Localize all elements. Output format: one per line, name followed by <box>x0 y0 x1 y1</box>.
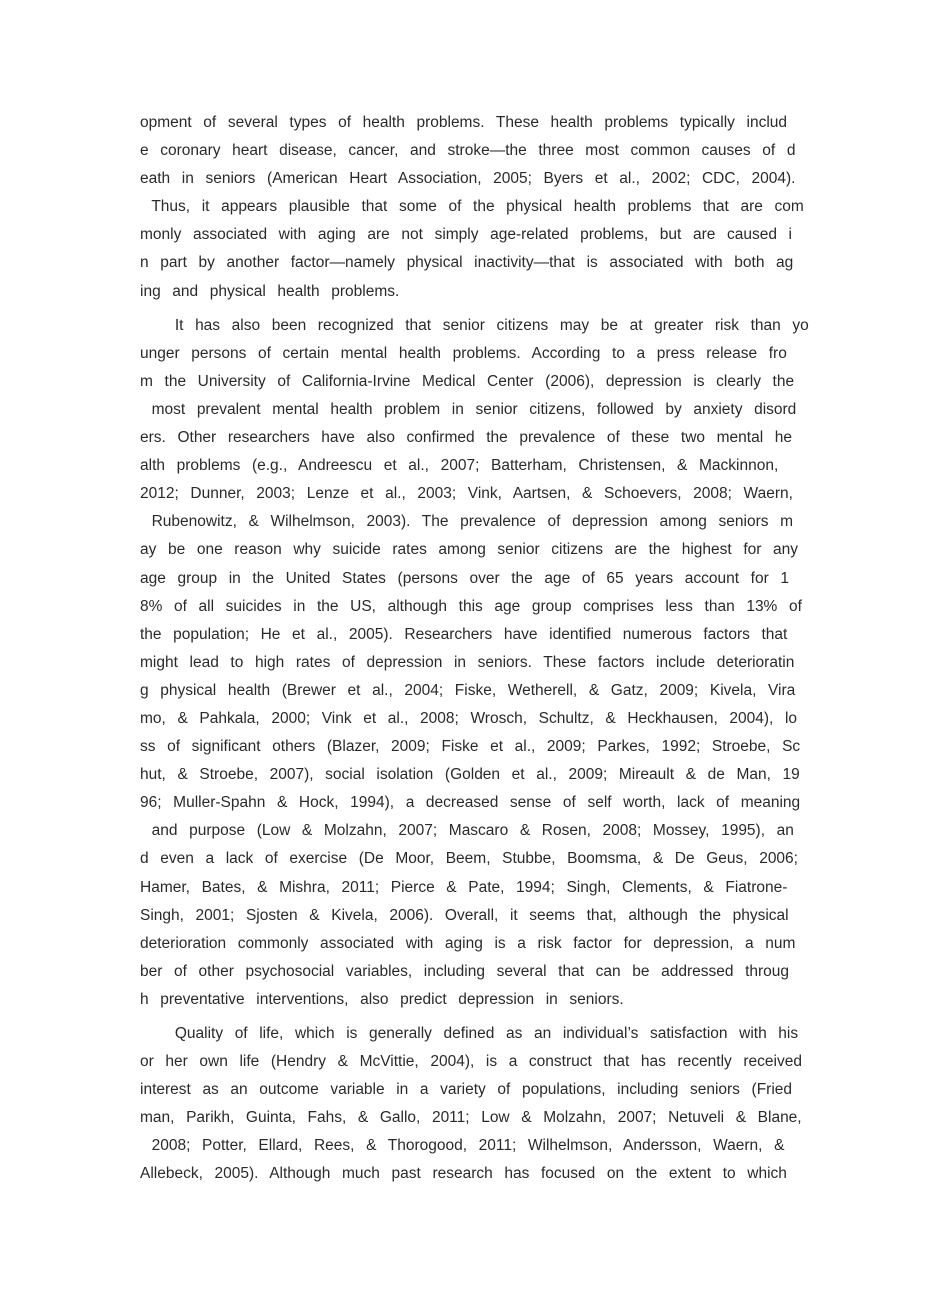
text-line: ber of other psychosocial variables, including several that can be addressed throug <box>140 962 790 980</box>
text-line: deterioration commonly associated with aging is a risk factor for depression, a num <box>140 934 796 952</box>
text-line: e coronary heart disease, cancer, and stroke—the three most common causes of d <box>140 142 796 160</box>
text-line: alth problems (e.g., Andreescu et al., 2007; Batterham, Christensen, & Mackinnon, <box>140 457 779 475</box>
text-line: interest as an outcome variable in a variety of populations, including seniors (Fried <box>140 1081 793 1099</box>
text-line: or her own life (Hendry & McVittie, 2004), is a construct that has recently received <box>140 1053 802 1071</box>
text-line: It has also been recognized that senior citizens may be at greater risk than yo <box>140 316 809 334</box>
paragraph-3 <box>140 1020 800 1189</box>
text-line: Rubenowitz, & Wilhelmson, 2003). The prevalence of depression among seniors m <box>140 513 794 531</box>
text-line: 8% of all suicides in the US, although this age group comprises less than 13% of <box>140 597 802 615</box>
paragraph-1 <box>140 109 804 306</box>
text-line: n part by another factor—namely physical inactivity—that is associated with both ag <box>140 254 794 272</box>
text-line: opment of several types of health problems. These health problems typically includ <box>140 114 787 131</box>
text-line: and purpose (Low & Molzahn, 2007; Mascaro & Rosen, 2008; Mossey, 1995), an <box>140 822 794 840</box>
text-line: Hamer, Bates, & Mishra, 2011; Pierce & Pate, 1994; Singh, Clements, & Fiatrone- <box>140 878 788 896</box>
text-line: ers. Other researchers have also confirmed the prevalence of these two mental he <box>140 429 792 447</box>
text-line: ay be one reason why suicide rates among senior citizens are the highest for any <box>140 541 799 559</box>
text-line: might lead to high rates of depression in seniors. These factors include deterioratin <box>140 653 795 671</box>
text-line: 2012; Dunner, 2003; Lenze et al., 2003; Vink, Aartsen, & Schoevers, 2008; Waern, <box>140 485 793 503</box>
text-line: 96; Muller-Spahn & Hock, 1994), a decreased sense of self worth, lack of meaning <box>140 794 801 812</box>
body-text <box>140 109 809 1195</box>
text-line: Singh, 2001; Sjosten & Kivela, 2006). Overall, it seems that, although the physical <box>140 906 789 924</box>
text-line: Thus, it appears plausible that some of the physical health problems that are com <box>140 198 804 216</box>
text-line: m the University of California-Irvine Medical Center (2006), depression is clearly the <box>140 372 795 390</box>
text-line: eath in seniors (American Heart Association, 2005; Byers et al., 2002; CDC, 2004). <box>140 170 796 188</box>
text-line: 2008; Potter, Ellard, Rees, & Thorogood, 2011; Wilhelmson, Andersson, Waern, & <box>140 1137 785 1155</box>
text-line: hut, & Stroebe, 2007), social isolation (Golden et al., 2009; Mireault & de Man, 19 <box>140 766 800 784</box>
text-line: unger persons of certain mental health problems. According to a press release fro <box>140 344 787 362</box>
text-line: the population; He et al., 2005). Researchers have identified numerous factors that <box>140 625 788 643</box>
text-line: d even a lack of exercise (De Moor, Beem, Stubbe, Boomsma, & De Geus, 2006; <box>140 850 798 868</box>
text-line: g physical health (Brewer et al., 2004; Fiske, Wetherell, & Gatz, 2009; Kivela, Vira <box>140 681 796 699</box>
text-line: most prevalent mental health problem in senior citizens, followed by anxiety disord <box>140 400 797 418</box>
paragraph-2 <box>140 312 809 1014</box>
text-line: Quality of life, which is generally defined as an individual’s satisfaction with his <box>140 1025 799 1042</box>
text-line: Allebeck, 2005). Although much past research has focused on the extent to which <box>140 1165 787 1183</box>
text-line: ss of significant others (Blazer, 2009; Fiske et al., 2009; Parkes, 1992; Stroebe, Sc <box>140 738 801 756</box>
text-line: age group in the United States (persons over the age of 65 years account for 1 <box>140 569 789 587</box>
text-line: monly associated with aging are not simply age-related problems, but are caused i <box>140 226 793 244</box>
text-line: mo, & Pahkala, 2000; Vink et al., 2008; Wrosch, Schultz, & Heckhausen, 2004), lo <box>140 709 798 727</box>
text-line: man, Parikh, Guinta, Fahs, & Gallo, 2011; Low & Molzahn, 2007; Netuveli & Blane, <box>140 1109 802 1127</box>
text-line: h preventative interventions, also predict depression in seniors. <box>140 990 624 1008</box>
text-line: ing and physical health problems. <box>140 282 400 300</box>
